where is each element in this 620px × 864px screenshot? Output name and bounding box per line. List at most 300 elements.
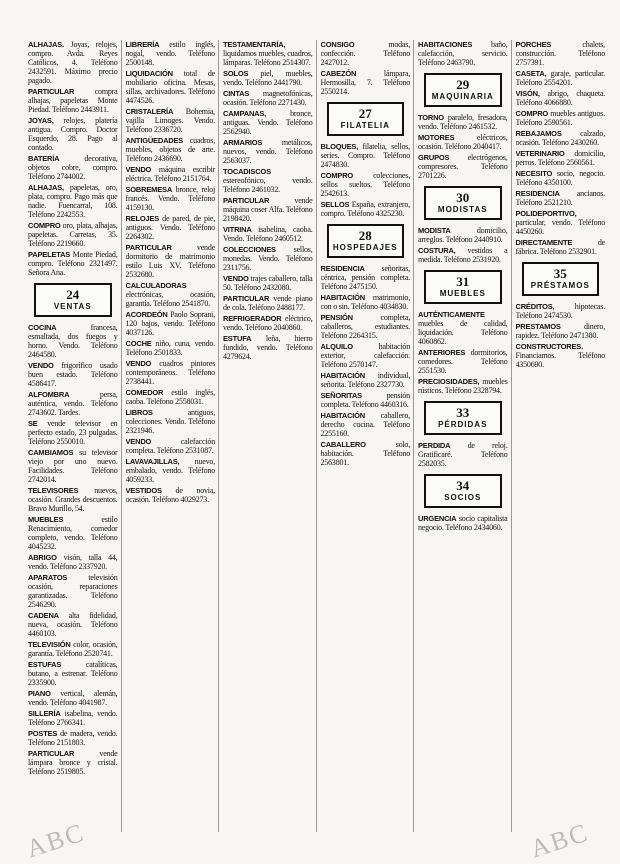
column-1 [28, 40, 122, 832]
ad-headword: CADENA [28, 611, 59, 620]
ad-text: papeletas, oro, plata, compro. Pago más que nadie. Fuencarral, 108. Teléfono 2242553. [28, 183, 118, 219]
classified-ad [223, 334, 313, 361]
ad-text: vende dormitorio de matrimonio estilo Luis XV. Teléfono 2532680. [125, 243, 215, 279]
ad-text: color, ocasión, garantía. Teléfono 2520741. [28, 640, 118, 658]
classified-ad [321, 171, 411, 198]
ad-text: completa, caballeros, estudiantes. Teléfono 2264315. [320, 313, 410, 340]
ad-text: Bohemia, vajilla Limoges. Vendo. Teléfono 2336720. [125, 107, 215, 134]
section-header [522, 262, 600, 296]
ad-headword: CONSTRUCTORES. [515, 342, 583, 351]
ad-text: electrónicas, ocasión, garantía. Teléfono 2541870. [125, 290, 215, 308]
ad-text: chalets, construcción. Teléfono 2757391. [515, 40, 605, 67]
ad-text: máquina escribir eléctrica. Teléfono 2151764. [125, 165, 215, 183]
ad-text: filatelia, sellos, series. Compro. Teléfono 2474830. [320, 142, 410, 169]
ad-text: alta fidelidad, nueva, ocasión. Teléfono 4460103. [28, 611, 118, 638]
ad-headword: SOLOS [223, 69, 249, 78]
section-number: 28 [358, 228, 372, 243]
ad-headword: TOCADISCOS [223, 167, 271, 176]
ad-text: visón, talla 44, vendo. Teléfono 2337920. [28, 553, 118, 571]
ad-headword: TELEVISORES [28, 486, 79, 495]
ad-text: total de mobiliario oficina. Mesas, sillas, archivadores. Teléfono 4474526. [125, 69, 215, 105]
classified-ad [28, 361, 118, 388]
ad-headword: ACORDEÓN [125, 310, 168, 319]
ad-text: eléctrico, vendo. Teléfono 2040860. [223, 314, 313, 332]
ad-headword: BATERÍA [28, 154, 60, 163]
section-title: SOCIOS [444, 493, 482, 502]
ad-headword: CONSIGO [320, 40, 355, 49]
section-title: MUEBLES [439, 289, 486, 298]
ad-text: matrimonio, con o sin. Teléfono 4034830. [320, 293, 410, 311]
ad-headword: HABITACIÓN [320, 293, 366, 302]
ad-headword: RELOJES [125, 214, 160, 223]
ad-text: hipotecas. Teléfono 2474530. [515, 302, 605, 320]
classified-ad [126, 214, 216, 241]
ad-text: garaje, particular. Teléfono 2554201. [515, 69, 605, 87]
section-header [424, 186, 502, 220]
classified-ad [321, 200, 411, 218]
classified-ad [516, 322, 606, 340]
classified-ad [516, 149, 606, 167]
ad-text: leña, hierro fundido, vendo. Teléfono 4279624. [223, 334, 313, 361]
ad-headword: ALHAJAS, [28, 183, 64, 192]
ad-headword: HABITACIÓN [320, 411, 366, 420]
ad-headword: VETERINARIO [515, 149, 565, 158]
ad-text: muebles antiguos. Teléfono 2590561. [515, 109, 605, 127]
classified-ad [126, 40, 216, 67]
ad-text: Financiamos. Teléfono 4350690. [515, 351, 605, 369]
ad-text: bronce, antiguas. Vendo. Teléfono 2562940. [223, 109, 313, 136]
ad-text: estilo inglés, caoba. Teléfono 2558031. [125, 388, 215, 406]
ad-text: caballero, derecho cocina. Teléfono 2255160. [320, 411, 410, 438]
ad-headword: ARMARIOS [223, 138, 263, 147]
classified-ad [28, 689, 118, 707]
ad-headword: HABITACIÓN [320, 371, 366, 380]
classified-ad [223, 69, 313, 87]
ad-headword: PRECIOSIDADES, [418, 377, 480, 386]
ad-headword: PARTICULAR [223, 294, 270, 303]
ad-headword: CASETA, [515, 69, 547, 78]
ad-text: nuevos, ocasión. Grandes descuentos. Bravo Murillo, 54. [28, 486, 118, 513]
classified-ad [126, 310, 216, 337]
classified-ad [28, 40, 118, 85]
ad-text: de reloj. Gratificaré. Teléfono 2582035. [418, 441, 508, 468]
classified-ad [126, 388, 216, 406]
ad-headword: CINTAS [223, 89, 250, 98]
ad-headword: VENDO [125, 359, 152, 368]
classified-ad [223, 245, 313, 272]
section-number: 29 [456, 77, 470, 92]
classified-ad [418, 246, 508, 264]
ad-text: oro, plata, alhajas, papeletas. Carretas, 35. Teléfono 2219660. [28, 221, 118, 248]
ad-headword: VESTIDOS [125, 486, 162, 495]
ad-text: particular, vendo. Teléfono 4450260. [515, 218, 605, 236]
classified-ad [223, 109, 313, 136]
classified-ad [418, 153, 508, 180]
ad-text: ancianos. Teléfono 2521210. [515, 189, 605, 207]
classified-ad [223, 274, 313, 292]
ad-text: colecciones, sellos sueltos. Teléfono 2542613. [320, 171, 410, 198]
classified-ad [223, 294, 313, 312]
ad-text: eléctricos, ocasión. Teléfono 2040417. [418, 133, 508, 151]
classified-ad [321, 40, 411, 67]
classified-ad [126, 281, 216, 308]
ad-headword: COMEDOR [125, 388, 164, 397]
section-header [424, 270, 502, 304]
classified-ad [28, 154, 118, 181]
section-header [424, 474, 502, 508]
ad-headword: CALCULADORAS [125, 281, 187, 290]
ad-text: estilo Renacimiento, comedor completo, vendo. Teléfono 4045232. [28, 515, 118, 551]
ad-headword: CRÉDITOS, [515, 302, 555, 311]
ad-text: domicilio, arreglos. Teléfono 2440910. [418, 226, 508, 244]
classified-ad [126, 136, 216, 163]
ad-headword: LIBRERÍA [125, 40, 160, 49]
classified-ad [223, 89, 313, 107]
classified-ad [223, 138, 313, 165]
ad-headword: DIRECTAMENTE [515, 238, 573, 247]
ad-headword: CAMBIAMOS [28, 448, 74, 457]
classified-ad [321, 371, 411, 389]
abc-watermark-right: ABC [526, 817, 593, 864]
classified-ad [28, 87, 118, 114]
classified-ad [126, 107, 216, 134]
ad-headword: HABITACIONES [418, 40, 473, 49]
ad-text: lámpara, Hermosilla, 7. Teléfono 2550214. [320, 69, 410, 96]
ad-text: sellos, monedas. Vendo. Teléfono 2311756. [223, 245, 313, 272]
ad-text: modas, confección. Teléfono 2427012. [320, 40, 410, 67]
ad-headword: REBAJAMOS [515, 129, 562, 138]
classified-ad [28, 419, 118, 446]
ad-text: vende piano de cola. Teléfono 2488177. [223, 294, 313, 312]
section-number: 27 [358, 106, 372, 121]
ad-text: de madera, vendo. Teléfono 2151803. [28, 729, 118, 747]
classified-ad [418, 113, 508, 131]
ad-text: calzado, ocasión. Teléfono 2430260. [515, 129, 605, 147]
classified-ad [516, 89, 606, 107]
classified-ads-page [28, 40, 608, 832]
ad-text: solo, habitación. Teléfono 2563801. [320, 440, 410, 467]
section-number: 35 [553, 266, 567, 281]
classified-ad [126, 69, 216, 105]
ad-headword: VENDO [125, 437, 152, 446]
classified-ad [28, 250, 118, 277]
ad-headword: BLOQUES, [320, 142, 359, 151]
classified-ad [223, 196, 313, 223]
section-title: FILATELIA [340, 121, 390, 130]
ad-headword: LAVAVAJILLAS, [125, 457, 180, 466]
ad-headword: MUEBLES [28, 515, 64, 524]
ad-headword: ANTERIORES [418, 348, 466, 357]
ad-text: catalíticas, butano, a estrenar. Teléfono 2335900. [28, 660, 118, 687]
classified-ad [126, 165, 216, 183]
classified-ad [516, 302, 606, 320]
classified-ad [516, 209, 606, 236]
ad-headword: RESIDENCIA [320, 264, 365, 273]
ad-text: metálicos, nuevos, vendo. Teléfono 2563037. [223, 138, 313, 165]
ad-headword: CAMPANAS, [223, 109, 267, 118]
classified-ad [28, 390, 118, 417]
classified-ad [418, 40, 508, 67]
section-title: HOSPEDAJES [332, 243, 398, 252]
ad-headword: ABRIGO [28, 553, 57, 562]
section-title: MODISTAS [437, 205, 488, 214]
ad-headword: POLIDEPORTIVO, [515, 209, 577, 218]
ad-text: Monte Piedad, compro. Teléfono 2321497. Señora Ana. [28, 250, 118, 277]
ad-headword: SELLOS [320, 200, 350, 209]
ad-headword: CABALLERO [320, 440, 366, 449]
classified-ad [28, 515, 118, 551]
classified-ad [418, 310, 508, 346]
ad-headword: PAPELETAS [28, 250, 71, 259]
ad-text: vende máquina coser Alfa. Teléfono 2198420. [223, 196, 313, 223]
ad-text: vende televisor en perfecto estado, 23 pulgadas. Teléfono 2550010. [28, 419, 118, 446]
classified-ad [28, 749, 118, 776]
classified-ad [321, 313, 411, 340]
ad-text: de fábrica. Teléfono 2532901. [515, 238, 605, 256]
ad-text: decorativa, objetos cobre, compro. Teléfono 2744002. [28, 154, 118, 181]
classified-ad [223, 314, 313, 332]
section-header [424, 401, 502, 435]
classified-ad [418, 226, 508, 244]
ad-headword: VITRINA [223, 225, 252, 234]
ad-headword: GRUPOS [418, 153, 450, 162]
ad-headword: CABEZÓN [320, 69, 357, 78]
classified-ad [516, 109, 606, 127]
ad-headword: SEÑORITAS [320, 391, 362, 400]
section-title: VENTAS [53, 302, 92, 311]
section-number: 34 [456, 478, 470, 493]
ad-text: domicilio, perros. Teléfono 2560561. [515, 149, 605, 167]
classified-ad [516, 129, 606, 147]
classified-ad [28, 553, 118, 571]
classified-ad [418, 514, 508, 532]
ad-text: cuadros pintores contemporáneos. Teléfono 2738441. [125, 359, 215, 386]
ad-headword: RESIDENCIA [515, 189, 560, 198]
column-2 [126, 40, 220, 832]
ad-text: muebles de calidad, liquidación. Teléfono 4060862. [418, 319, 508, 346]
ad-text: su televisor viejo por uno nuevo. Facilidades. Teléfono 2742014. [28, 448, 118, 484]
classified-ad [516, 238, 606, 256]
ad-headword: LIBROS [125, 408, 153, 417]
ad-headword: PARTICULAR [223, 196, 270, 205]
ad-headword: POSTES [28, 729, 58, 738]
ad-text: bronce, reloj francés. Vendo. Teléfono 4159130. [125, 185, 215, 212]
classified-ad [28, 486, 118, 513]
classified-ad [28, 729, 118, 747]
ad-text: habitación exterior, calefacción. Teléfono 2570147. [320, 342, 410, 369]
ad-text: abrigo, chaqueta. Teléfono 4066880. [515, 89, 605, 107]
classified-ad [126, 437, 216, 455]
classified-ad [126, 185, 216, 212]
classified-ad [126, 408, 216, 435]
classified-ad [516, 40, 606, 67]
ad-text: liquidamos muebles, cuadros, lámparas. Teléfono 2514307. [223, 49, 313, 67]
ad-text: niño, cuna, vendo. Teléfono 2501833. [125, 339, 215, 357]
ad-text: compra alhajas, papeletas Monte Piedad. Teléfono 2443911. [28, 87, 118, 114]
ad-text: señoritas, céntrica, pensión completa. Teléfono 2475150. [320, 264, 410, 291]
ad-text: isabelina, caoba. Vendo. Teléfono 2460512. [223, 225, 313, 243]
ad-text: dinero, rapidez. Teléfono 2471380. [515, 322, 605, 340]
classified-ad [321, 293, 411, 311]
section-title: PÉRDIDAS [438, 420, 488, 429]
ad-text: muebles rústicos. Teléfono 2328794. [418, 377, 508, 395]
ad-text: pensión completa. Teléfono 4460316. [320, 391, 410, 409]
ad-text: calefacción completa. Teléfono 2531087. [125, 437, 215, 455]
classified-ad [126, 457, 216, 484]
classified-ad [126, 339, 216, 357]
ad-text: francesa, esmaltada, dos fuegos y horno. Vendo. Teléfono 2464580. [28, 323, 118, 359]
classified-ad [321, 411, 411, 438]
ad-text: trajes caballero, talla 50. Teléfono 2432080. [223, 274, 313, 292]
ad-headword: JOYAS, [28, 116, 54, 125]
classified-ad [418, 441, 508, 468]
classified-ad [28, 573, 118, 609]
classified-ad [28, 709, 118, 727]
classified-ad [28, 116, 118, 152]
classified-ad [321, 440, 411, 467]
ad-text: electrógenos, compresores. Teléfono 2701226. [418, 153, 508, 180]
classified-ad [28, 323, 118, 359]
ad-headword: PARTICULAR [28, 749, 75, 758]
ad-headword: VENDO [125, 165, 152, 174]
ad-text: estilo inglés, nogal, vendo. Teléfono 2500148. [125, 40, 215, 67]
ad-headword: COCINA [28, 323, 57, 332]
classified-ad [223, 167, 313, 194]
column-5 [418, 40, 512, 832]
ad-text: frigorífico usado buen estado. Teléfono 4586417. [28, 361, 118, 388]
classified-ad [516, 342, 606, 369]
ad-text: de pared, de pie, antiguos. Vendo. Teléfono 2264302. [125, 214, 215, 241]
ad-headword: COMPRO [515, 109, 549, 118]
classified-ad [418, 133, 508, 151]
classified-ad [418, 348, 508, 375]
column-4 [321, 40, 415, 832]
ad-headword: PENSIÓN [320, 313, 353, 322]
classified-ad [516, 169, 606, 187]
classified-ad [223, 40, 313, 67]
ad-headword: PIANO [28, 689, 51, 698]
ad-headword: MODISTA [418, 226, 451, 235]
ad-headword: ALQUILO [320, 342, 353, 351]
ad-headword: NECESITO [515, 169, 553, 178]
ad-text: vestidos a medida. Teléfono 2531920. [418, 246, 508, 264]
ad-text: cuadros, muebles, objetos de arte. Teléfono 2436690. [125, 136, 215, 163]
ad-headword: VISÓN, [515, 89, 540, 98]
ad-headword: ESTUFA [223, 334, 252, 343]
ad-headword: URGENCIA [418, 514, 457, 523]
classified-ad [418, 377, 508, 395]
section-header [424, 73, 502, 107]
ad-text: vertical, alemán, vendo. Teléfono 4041987. [28, 689, 118, 707]
ad-headword: TORNO [418, 113, 444, 122]
ad-text: socio capitalista negocio. Teléfono 2434060. [418, 514, 508, 532]
ad-text: de novia, ocasión. Teléfono 4029273. [125, 486, 215, 504]
ad-text: Joyas, relojes, compro. Avda. Reyes Católicos, 4. Teléfono 2432591. Máximo precio pagado. [28, 40, 118, 85]
ad-text: Paolo Soprani, 120 bajos, vendo. Teléfono 4037126. [125, 310, 215, 337]
ad-headword: ESTUFAS [28, 660, 62, 669]
ad-text: magnetofónicas, ocasión. Teléfono 2271430. [223, 89, 313, 107]
classified-ad [321, 69, 411, 96]
ad-headword: LIQUIDACIÓN [125, 69, 173, 78]
classified-ad [28, 221, 118, 248]
ad-headword: PERDIDA [418, 441, 451, 450]
ad-headword: COMPRO [28, 221, 61, 230]
section-header [34, 283, 112, 317]
classified-ad [126, 486, 216, 504]
section-header [327, 224, 405, 258]
ad-headword: VENDO [28, 361, 54, 370]
ad-headword: APARATOS [28, 573, 68, 582]
ad-headword: ANTIGÜEDADES [125, 136, 184, 145]
ad-text: persa, auténtica, vendo. Teléfono 2743602. Tardes. [28, 390, 118, 417]
ad-headword: ALHAJAS. [28, 40, 64, 49]
section-header [327, 102, 405, 136]
classified-ad [321, 142, 411, 169]
classified-ad [321, 342, 411, 369]
classified-ad [516, 69, 606, 87]
classified-ad [28, 640, 118, 658]
classified-ad [126, 243, 216, 279]
ad-text: vende lámpara bronce y cristal. Teléfono 2519805. [28, 749, 118, 776]
ad-headword: CRISTALERÍA [125, 107, 174, 116]
ad-text: nuevo, embalado, vendo. Teléfono 4059233. [125, 457, 215, 484]
ad-text: dormitorios, comedores. Teléfono 2551530. [418, 348, 508, 375]
section-number: 31 [456, 274, 470, 289]
ad-text: estereofónico, vendo. Teléfono 2461032. [223, 176, 313, 194]
section-number: 30 [456, 190, 470, 205]
classified-ad [28, 183, 118, 219]
classified-ad [321, 264, 411, 291]
ad-headword: PRESTAMOS [515, 322, 561, 331]
ad-headword: VENDO [223, 274, 249, 283]
ad-text: relojes, platería antigua. Compro. Doctor Esquerdo, 28. Pago al contado. [28, 116, 118, 152]
ad-headword: COLECCIONES [223, 245, 276, 254]
section-number: 24 [66, 287, 80, 302]
ad-headword: PARTICULAR [28, 87, 75, 96]
ad-headword: TESTAMENTARÍA, [223, 40, 286, 49]
ad-headword: TELEVISIÓN [28, 640, 71, 649]
ad-text: paralelo, fresadora, vendo. Teléfono 2461532. [418, 113, 508, 131]
ad-headword: COMPRO [320, 171, 354, 180]
ad-text: España, extranjero, compro. Teléfono 4325230. [320, 200, 410, 218]
classified-ad [28, 611, 118, 638]
ad-headword: COSTURA, [418, 246, 456, 255]
classified-ad [321, 391, 411, 409]
classified-ad [28, 660, 118, 687]
ad-headword: AUTÉNTICAMENTE [418, 310, 485, 319]
ad-text: baño, calefacción, servicio. Teléfono 2463790. [418, 40, 508, 67]
ad-text: piel, muebles, vendo. Teléfono 2441790. [223, 69, 313, 87]
ad-text: televisión ocasión, reparaciones garantizadas. Teléfono 2546290. [28, 573, 118, 609]
classified-ad [223, 225, 313, 243]
ad-headword: SOBREMESA [125, 185, 173, 194]
section-title: PRÉSTAMOS [530, 281, 590, 290]
ad-headword: ALFOMBRA [28, 390, 70, 399]
abc-watermark-left: ABC [22, 817, 89, 864]
ad-text: socio, negocio. Teléfono 4350100. [515, 169, 605, 187]
classified-ad [126, 359, 216, 386]
ad-headword: SE [28, 419, 38, 428]
classified-ad [516, 189, 606, 207]
ad-headword: MOTORES [418, 133, 455, 142]
column-3 [223, 40, 317, 832]
ad-text: antiguos, colecciones. Vendo. Teléfono 2321946. [125, 408, 215, 435]
ad-headword: REFRIGERADOR [223, 314, 282, 323]
ad-headword: PARTICULAR [125, 243, 172, 252]
ad-text: isabelina, vendo. Teléfono 2766341. [28, 709, 118, 727]
ad-headword: SILLERÍA [28, 709, 61, 718]
ad-text: individual, señorita. Teléfono 2327730. [320, 371, 410, 389]
